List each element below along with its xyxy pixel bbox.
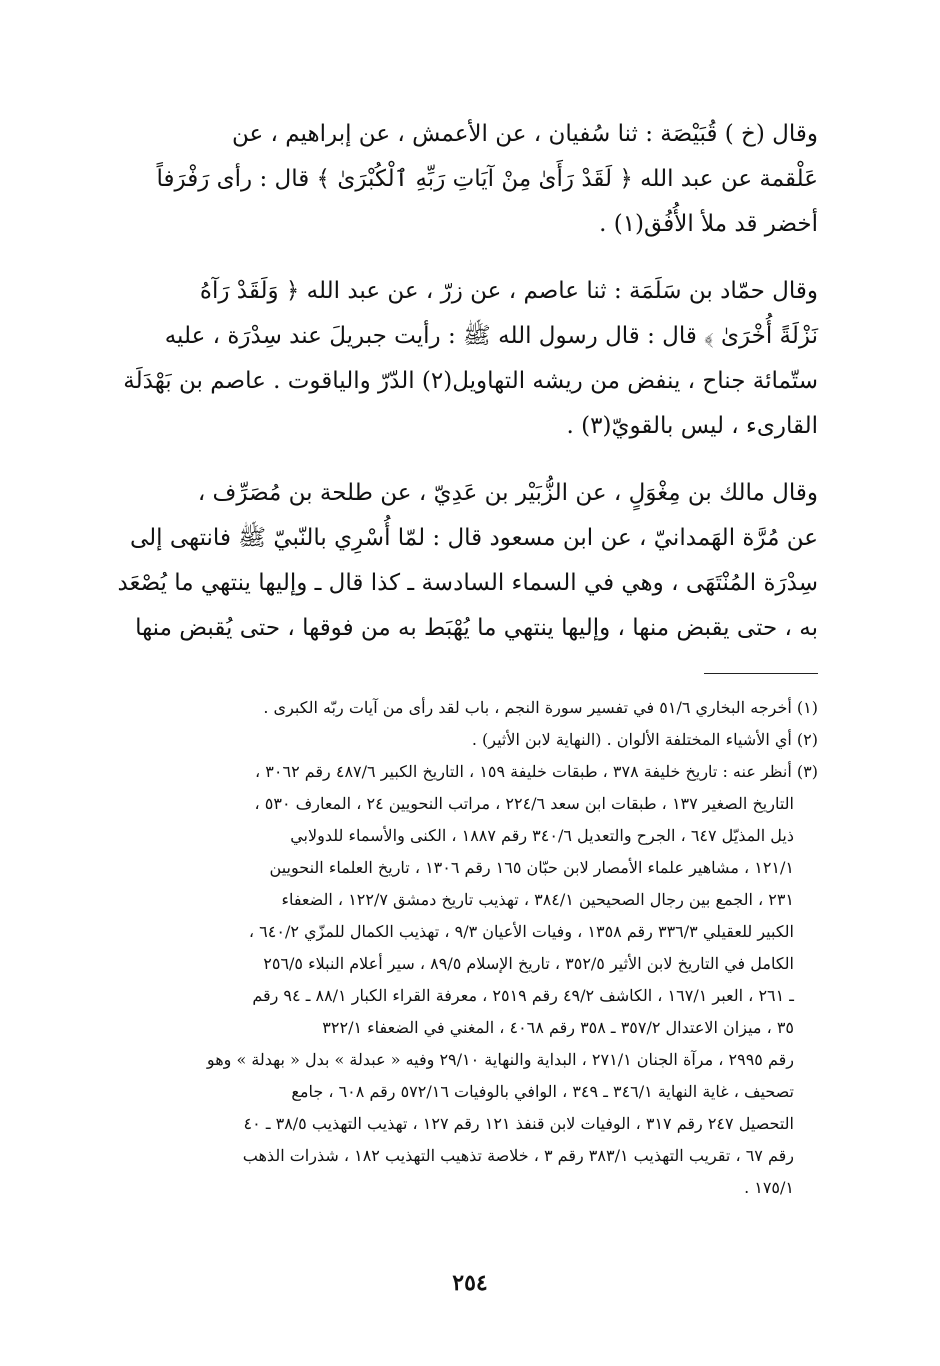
page-number: ٢٥٤: [452, 1270, 488, 1296]
text-line: القارىء ، ليس بالقويّ(٣) .: [566, 413, 818, 439]
text-line: أخضر قد ملأ الأُفُق(١) .: [599, 211, 818, 237]
footnote-3-line: ٢٣١ ، الجمع بين رجال الصحيحين ٣٨٤/١ ، تهذيب تاريخ دمشق ١٢٢/٧ ، الضعفاء: [281, 890, 794, 909]
footnote-3-line: ١٧٥/١ .: [744, 1178, 794, 1197]
text-line: سِدْرَة المُنْتَهَى ، وهي في السماء السادسة ـ كذا قال ـ وإليها ينتهي ما يُصْعَد: [117, 570, 818, 596]
footnote-3-line: رقم ٦٧ ، تقريب التهذيب ٣٨٣/١ رقم ٣ ، خلاصة تذهيب التهذيب ١٨٢ ، شذرات الذهب: [242, 1146, 794, 1165]
footnote-separator: [704, 673, 818, 674]
footnote-3-line: الكامل في التاريخ لابن الأثير ٣٥٢/٥ ، تاريخ الإسلام ٨٩/٥ ، سير أعلام النبلاء ٢٥٦/٥: [263, 954, 794, 973]
text-line: ستّمائة جناح ، ينفض من ريشه التهاويل(٢) الدّرّ والياقوت . عاصم بن بَهْدَلَة: [123, 368, 818, 394]
paragraph-2: [118, 269, 818, 449]
paragraph-1: [118, 112, 818, 247]
text-line: وقال (خ ) قُبَيْصَة : ثنا سُفيان ، عن الأعمش ، عن إبراهيم ، عن: [231, 121, 818, 147]
footnote-3-line: تصحيف ، غاية النهاية ٣٤٦/١ ـ ٣٤٩ ، الوافي بالوفيات ٥٧٢/١٦ رقم ٦٠٨ ، جامع: [291, 1082, 794, 1101]
footnote-3-line: ذيل المذيّل ٦٤٧ ، الجرح والتعديل ٣٤٠/٦ رقم ١٨٨٧ ، الكنى والأسماء للدولابي: [290, 826, 794, 845]
text-line: به ، حتى يقبض منها ، وإليها ينتهي ما يُهْبَط به من فوقها ، حتى يُقبض منها: [135, 615, 818, 641]
text-line: وقال مالك بن مِغْوَلٍ ، عن الزُّبَيْر بن عَدِيّ ، عن طلحة بن مُصَرِّف ،: [197, 480, 818, 506]
footnote-3-line: التحصيل ٢٤٧ رقم ٣١٧ ، الوفيات لابن قنفذ ١٢١ رقم ١٢٧ ، تهذيب التهذيب ٣٨/٥ ـ ٤٠: [243, 1114, 794, 1133]
footnote-3-line: الكبير للعقيلي ٣٣٦/٣ رقم ١٣٥٨ ، وفيات الأعيان ٩/٣ ، تهذيب الكمال للمزّي ٦٤٠/٢ ،: [248, 922, 794, 941]
footnote-3-line: رقم ٢٩٩٥ ، مرآة الجنان ٢٧١/١ ، البداية والنهاية ٢٩/١٠ وفيه « عبدلة » بدل « بهدلة » وهو: [206, 1050, 794, 1069]
footnotes: [118, 692, 818, 1204]
text-line: وقال حمّاد بن سَلَمَة : ثنا عاصم ، عن زرّ ، عن عبد الله ﴿ وَلَقَدْ رَآهُ: [199, 278, 818, 304]
paragraph-3: [118, 471, 818, 651]
footnote-3: (٣) أنظر عنه : تاريخ خليفة ٣٧٨ ، طبقات خليفة ١٥٩ ، التاريخ الكبير ٤٨٧/٦ رقم ٣٠٦٢ ،: [255, 762, 818, 781]
footnote-3-line: ـ ٢٦١ ، العبر ١٦٧/١ ، الكاشف ٤٩/٢ رقم ٢٥١٩ ، معرفة القراء الكبار ٨٨/١ ـ ٩٤ رقم: [252, 986, 794, 1005]
footnote-3-line: ١٢١/١ ، مشاهير علماء الأمصار لابن حبّان ١٦٥ رقم ١٣٠٦ ، تاريخ العلماء النحويين: [269, 858, 794, 877]
footnote-3-line: ٣٥ ، ميزان الاعتدال ٣٥٧/٢ ـ ٣٥٨ رقم ٤٠٦٨ ، المغني في الضعفاء ٣٢٢/١: [322, 1018, 794, 1037]
text-line: نَزْلَةً أُخْرَىٰ ﴾ قال : قال رسول الله ﷺ : رأيت جبريلَ عند سِدْرَة ، عليه: [164, 323, 818, 349]
footnote-3-line: التاريخ الصغير ١٣٧ ، طبقات ابن سعد ٢٢٤/٦ ، مراتب النحويين ٢٤ ، المعارف ٥٣٠ ،: [254, 794, 794, 813]
text-line: عن مُرَّة الهَمدانيّ ، عن ابن مسعود قال : لمّا أُسْرِي بالنّبيّ ﷺ فانتهى إلى: [129, 525, 818, 551]
book-page: [118, 112, 818, 1204]
footnote-2: (٢) أي الأشياء المختلفة الألوان . (النهاية لابن الأثير) .: [471, 730, 818, 749]
footnote-1: (١) أخرجه البخاري ٥١/٦ في تفسير سورة النجم ، باب لقد رأى من آيات ربّه الكبرى .: [263, 698, 818, 717]
text-line: عَلْقمة عن عبد الله ﴿ لَقَدْ رَأَىٰ مِنْ آيَاتِ رَبِّهِ ٱلْكُبْرَىٰ ﴾ قال : رأى رَفْرَفاً: [156, 166, 818, 192]
